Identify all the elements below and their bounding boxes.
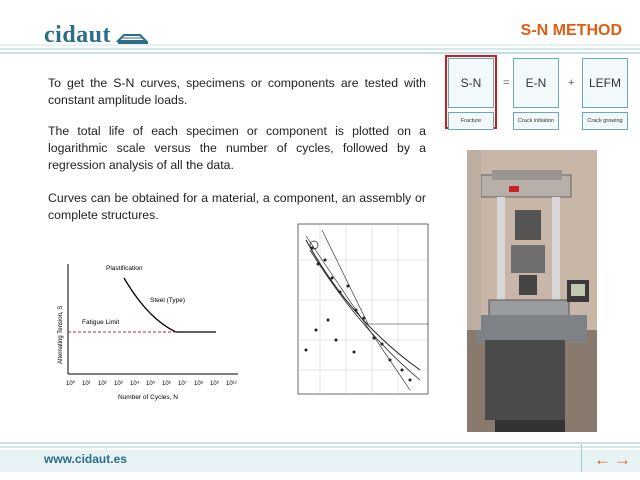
logo-text: cidaut bbox=[44, 22, 112, 48]
tick-2: 10² bbox=[98, 381, 107, 387]
tick-1: 10¹ bbox=[82, 381, 91, 387]
tick-4: 10⁴ bbox=[130, 381, 140, 387]
tick-6: 10⁶ bbox=[162, 381, 172, 387]
label-plastification: Plastification bbox=[106, 265, 143, 272]
equals-operator: = bbox=[503, 77, 510, 89]
tick-8: 10⁸ bbox=[194, 381, 204, 387]
lefm-box: LEFM bbox=[582, 58, 628, 108]
lefm-sub-box: Crack growing bbox=[582, 112, 628, 130]
paragraph-1: To get the S-N curves, specimens or components are tested with constant amplitude loads. bbox=[48, 76, 426, 107]
sn-box: S-N bbox=[448, 58, 494, 108]
paragraph-2: The total life of each specimen or component is plotted on a logarithmic scale versus the number of cycles, followed by a regression analysis of all the data. bbox=[48, 124, 426, 172]
footer-divider bbox=[581, 444, 582, 472]
prev-arrow-icon[interactable]: ← bbox=[594, 450, 611, 469]
graph1-ylabel: Alternating Tension, S bbox=[58, 305, 64, 364]
footer bbox=[0, 442, 640, 480]
tick-0: 10⁰ bbox=[66, 381, 76, 387]
scatter-sn-scan bbox=[270, 220, 435, 420]
paragraph-3: Curves can be obtained for a material, a component, an assembly or complete structures. bbox=[48, 191, 426, 222]
tick-5: 10⁵ bbox=[146, 381, 156, 387]
tick-7: 10⁷ bbox=[178, 381, 187, 387]
next-arrow-icon[interactable]: → bbox=[614, 450, 631, 469]
sn-sub-box: Fracture bbox=[448, 112, 494, 130]
plus-operator: + bbox=[568, 77, 575, 89]
testing-machine-photo bbox=[467, 150, 597, 432]
car-logo-icon bbox=[116, 27, 150, 47]
en-sub-box: Crack initiation bbox=[513, 112, 559, 130]
website-link[interactable]: www.cidaut.es bbox=[44, 452, 127, 466]
page-title: S-N METHOD bbox=[520, 22, 622, 39]
tick-10: 10¹² bbox=[226, 381, 237, 387]
label-fatigue-limit: Fatigue Limit bbox=[82, 319, 120, 326]
sn-curve-graph bbox=[48, 244, 248, 404]
en-box: E-N bbox=[513, 58, 559, 108]
header bbox=[0, 0, 640, 56]
graph1-xlabel: Number of Cycles, N bbox=[118, 394, 178, 401]
label-steel: Steel (Type) bbox=[150, 297, 186, 304]
tick-9: 10⁹ bbox=[210, 381, 220, 387]
tick-3: 10³ bbox=[114, 381, 123, 387]
